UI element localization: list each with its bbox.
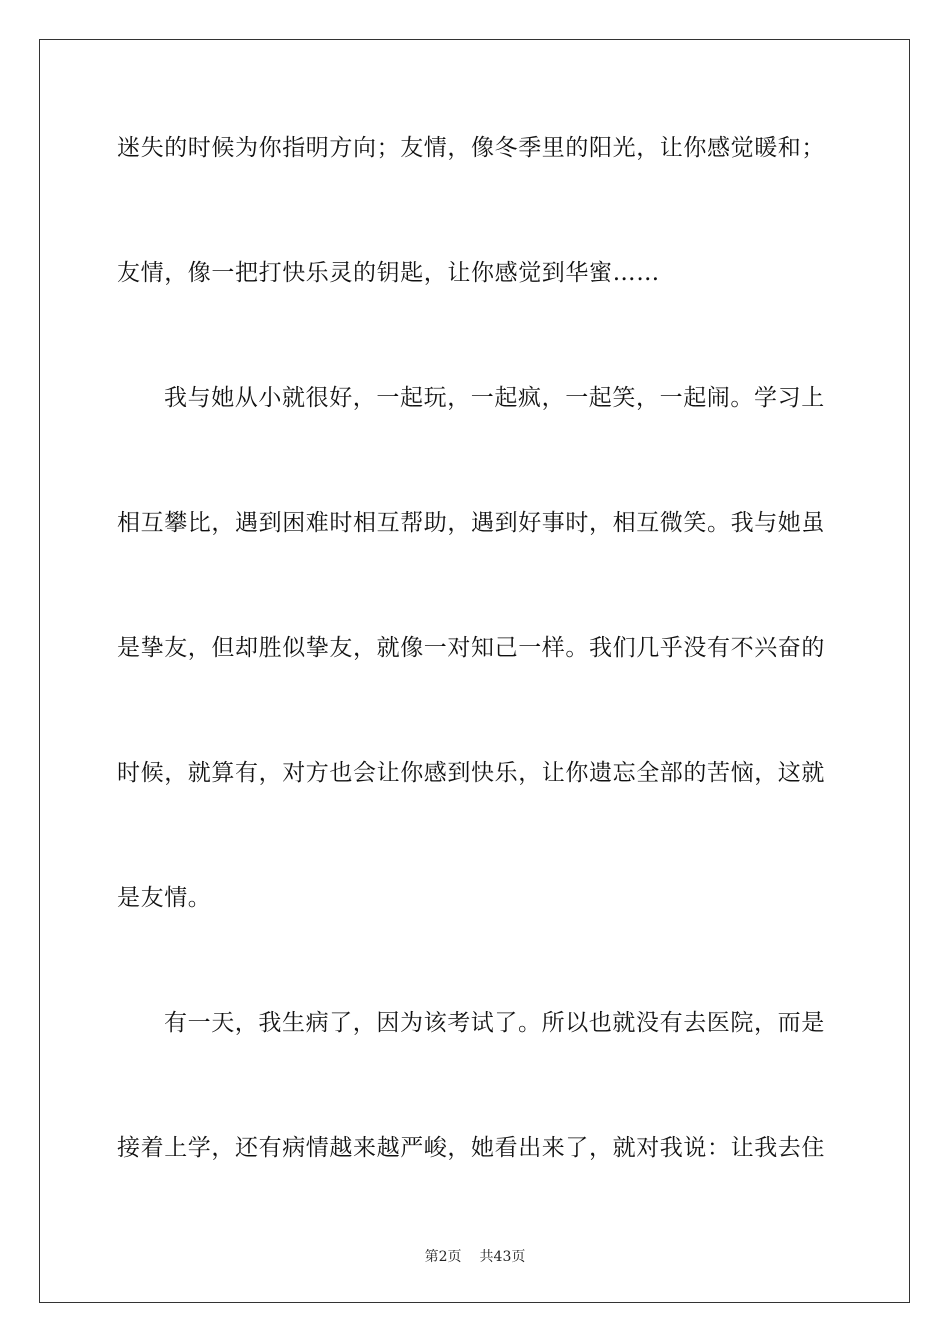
text-line-8: 有一天，我生病了，因为该考试了。所以也就没有去医院，而是 [164, 1010, 825, 1036]
text-line-6: 时候，就算有，对方也会让你感到快乐，让你遗忘全部的苦恼，这就 [117, 760, 825, 786]
text-line-2: 友情，像一把打快乐灵的钥匙，让你感觉到华蜜…… [117, 260, 660, 286]
text-line-9: 接着上学，还有病情越来越严峻，她看出来了，就对我说：让我去住 [117, 1135, 825, 1161]
page-number: 第2页 [424, 1249, 462, 1265]
page-total: 共43页 [479, 1249, 526, 1265]
text-line-4: 相互攀比，遇到困难时相互帮助，遇到好事时，相互微笑。我与她虽 [117, 510, 825, 536]
text-line-7: 是友情。 [117, 885, 212, 911]
text-line-3: 我与她从小就很好，一起玩，一起疯，一起笑，一起闹。学习上 [164, 385, 825, 411]
text-line-1: 迷失的时候为你指明方向；友情，像冬季里的阳光，让你感觉暖和； [117, 135, 825, 161]
page-frame [39, 39, 910, 1303]
page-footer [0, 1248, 950, 1266]
text-line-5: 是挚友，但却胜似挚友，就像一对知己一样。我们几乎没有不兴奋的 [117, 635, 825, 661]
